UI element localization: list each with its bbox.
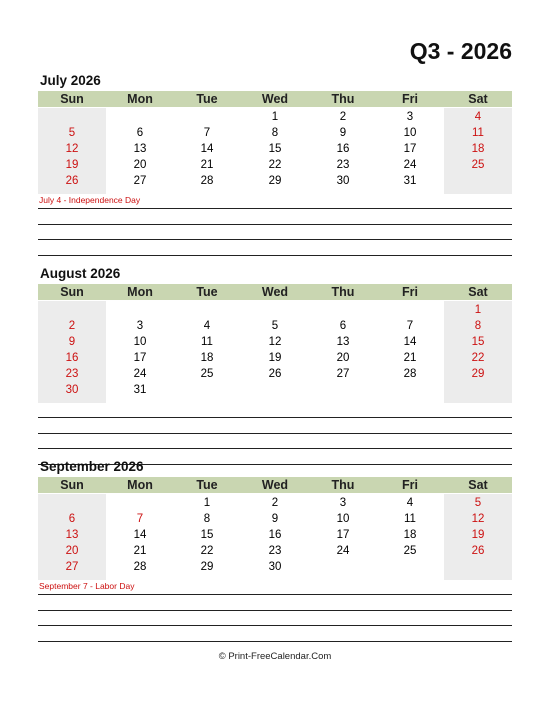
weekday-mon: Mon <box>127 92 153 106</box>
weekday-sat: Sat <box>468 478 488 492</box>
day-cell: 18 <box>403 529 417 541</box>
day-cell: 21 <box>133 545 147 557</box>
day-cell: 1 <box>474 304 482 316</box>
day-cell: 31 <box>403 175 417 187</box>
day-cell: 30 <box>268 561 282 573</box>
day-cell: 9 <box>68 336 76 348</box>
note-line <box>38 224 512 225</box>
day-cell: 28 <box>403 368 417 380</box>
day-cell: 14 <box>200 143 214 155</box>
day-cell: 27 <box>336 368 350 380</box>
weekday-wed: Wed <box>261 92 289 106</box>
day-cell: 22 <box>471 352 485 364</box>
day-cell: 1 <box>271 111 279 123</box>
weekday-header <box>38 477 512 493</box>
footer-credit: © Print-FreeCalendar.Com <box>218 651 332 662</box>
weekday-sat: Sat <box>468 285 488 299</box>
day-cell: 6 <box>339 320 347 332</box>
day-cell: 24 <box>336 545 350 557</box>
day-cell: 2 <box>68 320 76 332</box>
day-cell: 4 <box>406 497 414 509</box>
day-cell: 20 <box>133 159 147 171</box>
month-title: September 2026 <box>40 459 144 474</box>
note-line <box>38 594 512 595</box>
day-cell: 23 <box>268 545 282 557</box>
day-cell: 2 <box>271 497 279 509</box>
day-cell: 25 <box>403 545 417 557</box>
weekday-mon: Mon <box>127 285 153 299</box>
day-cell: 30 <box>336 175 350 187</box>
day-cell: 1 <box>203 497 211 509</box>
day-cell: 6 <box>68 513 76 525</box>
day-cell: 29 <box>471 368 485 380</box>
weekday-tue: Tue <box>196 92 218 106</box>
month-title: August 2026 <box>40 266 121 281</box>
day-cell: 10 <box>403 127 417 139</box>
weekday-sat: Sat <box>468 92 488 106</box>
note-line <box>38 255 512 256</box>
day-cell: 8 <box>474 320 482 332</box>
day-cell: 11 <box>404 513 416 525</box>
day-cell: 24 <box>133 368 147 380</box>
day-cell: 10 <box>133 336 147 348</box>
day-cell: 25 <box>200 368 214 380</box>
note-line <box>38 433 512 434</box>
weekday-sun: Sun <box>60 285 84 299</box>
weekday-mon: Mon <box>127 478 153 492</box>
day-cell: 12 <box>268 336 282 348</box>
month-title: July 2026 <box>40 73 101 88</box>
day-cell: 16 <box>65 352 79 364</box>
day-cell: 3 <box>136 320 144 332</box>
note-line <box>38 239 512 240</box>
day-cell: 12 <box>471 513 485 525</box>
weekday-sun: Sun <box>60 478 84 492</box>
weekday-sun: Sun <box>60 92 84 106</box>
page-title: Q3 - 2026 <box>409 38 512 64</box>
weekday-tue: Tue <box>196 478 218 492</box>
day-cell: 22 <box>200 545 214 557</box>
day-cell: 5 <box>68 127 76 139</box>
day-cell: 11 <box>201 336 213 348</box>
day-cell: 13 <box>65 529 79 541</box>
day-cell: 3 <box>406 111 414 123</box>
day-cell: 30 <box>65 384 79 396</box>
weekday-wed: Wed <box>261 285 289 299</box>
day-cell: 22 <box>268 159 282 171</box>
day-cell: 19 <box>65 159 79 171</box>
day-cell: 26 <box>268 368 282 380</box>
day-cell: 26 <box>65 175 79 187</box>
day-cell: 15 <box>268 143 282 155</box>
day-cell: 17 <box>403 143 417 155</box>
day-cell: 8 <box>203 513 211 525</box>
day-cell: 16 <box>336 143 350 155</box>
day-cell: 29 <box>200 561 214 573</box>
day-cell: 16 <box>268 529 282 541</box>
holiday-note: September 7 - Labor Day <box>39 581 135 591</box>
day-cell: 8 <box>271 127 279 139</box>
day-cell: 13 <box>133 143 147 155</box>
day-cell: 10 <box>336 513 350 525</box>
day-cell: 19 <box>471 529 485 541</box>
note-line <box>38 641 512 642</box>
day-cell: 11 <box>472 127 484 139</box>
holiday-note: July 4 - Independence Day <box>39 195 141 205</box>
weekday-header <box>38 91 512 107</box>
weekday-header <box>38 284 512 300</box>
day-cell: 28 <box>133 561 147 573</box>
weekday-fri: Fri <box>402 285 418 299</box>
weekday-fri: Fri <box>402 478 418 492</box>
day-cell: 19 <box>268 352 282 364</box>
day-cell: 21 <box>403 352 417 364</box>
day-cell: 18 <box>471 143 485 155</box>
day-cell: 24 <box>403 159 417 171</box>
day-cell: 4 <box>203 320 211 332</box>
day-cell: 2 <box>339 111 347 123</box>
day-cell: 23 <box>336 159 350 171</box>
day-cell: 5 <box>271 320 279 332</box>
day-cell: 18 <box>200 352 214 364</box>
day-cell: 27 <box>133 175 147 187</box>
day-cell: 13 <box>336 336 350 348</box>
weekday-thu: Thu <box>331 92 355 106</box>
note-line <box>38 448 512 449</box>
day-cell: 7 <box>203 127 211 139</box>
day-cell: 9 <box>271 513 279 525</box>
day-cell: 12 <box>65 143 79 155</box>
day-cell: 9 <box>339 127 347 139</box>
day-cell: 29 <box>268 175 282 187</box>
day-cell: 20 <box>336 352 350 364</box>
day-cell: 26 <box>471 545 485 557</box>
note-line <box>38 208 512 209</box>
day-cell: 6 <box>136 127 144 139</box>
day-cell: 14 <box>133 529 147 541</box>
day-cell: 21 <box>200 159 214 171</box>
day-cell: 31 <box>133 384 147 396</box>
day-cell: 15 <box>200 529 214 541</box>
note-line <box>38 625 512 626</box>
day-cell: 27 <box>65 561 79 573</box>
day-cell: 4 <box>474 111 482 123</box>
day-cell: 3 <box>339 497 347 509</box>
weekday-thu: Thu <box>331 478 355 492</box>
day-cell: 28 <box>200 175 214 187</box>
day-cell: 7 <box>136 513 144 525</box>
weekday-fri: Fri <box>402 92 418 106</box>
day-cell: 17 <box>336 529 350 541</box>
weekday-wed: Wed <box>261 478 289 492</box>
weekday-thu: Thu <box>331 285 355 299</box>
day-cell: 20 <box>65 545 79 557</box>
day-cell: 17 <box>133 352 147 364</box>
note-line <box>38 610 512 611</box>
note-line <box>38 417 512 418</box>
weekday-tue: Tue <box>196 285 218 299</box>
day-cell: 23 <box>65 368 79 380</box>
day-cell: 7 <box>406 320 414 332</box>
day-cell: 15 <box>471 336 485 348</box>
day-cell: 5 <box>474 497 482 509</box>
day-cell: 14 <box>403 336 417 348</box>
day-cell: 25 <box>471 159 485 171</box>
